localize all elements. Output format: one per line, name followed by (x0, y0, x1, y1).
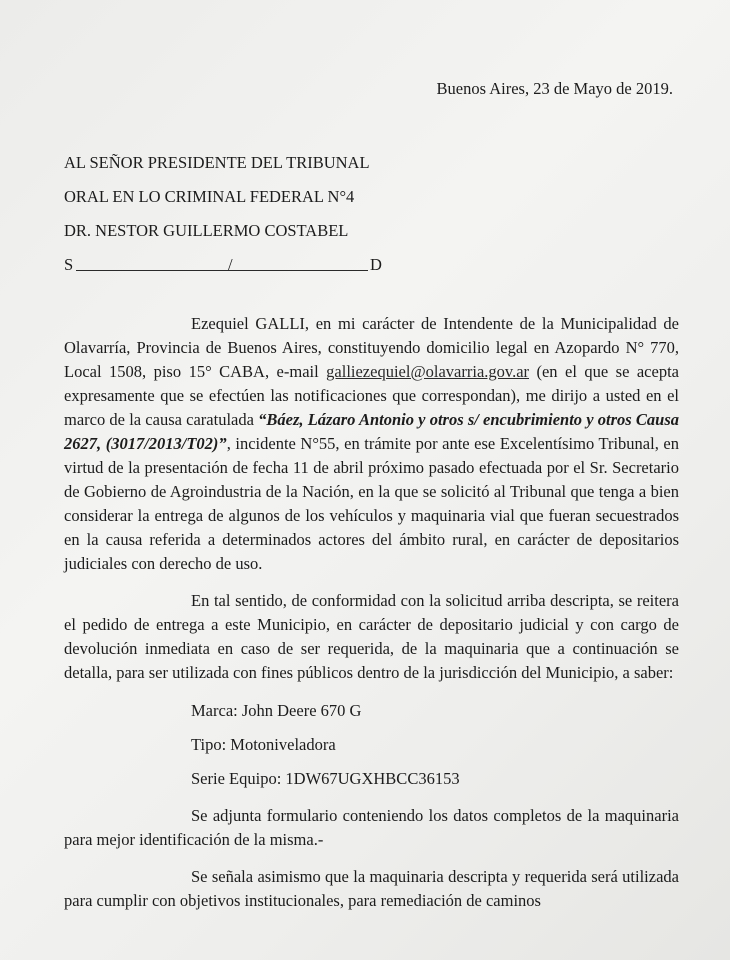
letter-body (64, 312, 679, 913)
s-letter: S (64, 255, 74, 274)
paragraph-1 (64, 312, 679, 576)
addressee-line-2: ORAL EN LO CRIMINAL FEDERAL N°4 (64, 187, 355, 206)
case-title: “Báez, Lázaro Antonio y otros s/ encubrimiento y otros Causa 2627, (3017/2013/T02)” (64, 410, 679, 453)
addressee-line-3: DR. NESTOR GUILLERMO COSTABEL (64, 221, 349, 240)
paragraph-1-part-c: , incidente N°55, en trámite por ante ese Excelentísimo Tribunal, en virtud de la presentación de fecha 11 de abril próximo pasado efectuada por el Sr. Secretario de Gobierno de Agroindustria de la Nación, en la que se solicitó al Tribunal que tenga a bien considerar la entrega de algunos de los vehículos y maquinaria vial que fueran secuestrados en la causa referida a determinados actores del ámbito rural, en carácter de depositarios judiciales con derecho de uso. (64, 434, 679, 573)
sd-slash: / (228, 255, 233, 274)
machinery-brand: Marca: John Deere 670 G (191, 701, 362, 720)
addressee-line-1: AL SEÑOR PRESIDENTE DEL TRIBUNAL (64, 153, 370, 172)
paragraph-3: Se adjunta formulario conteniendo los datos completos de la maquinaria para mejor identificación de la misma.- (64, 806, 679, 849)
letter-date: Buenos Aires, 23 de Mayo de 2019. (436, 79, 673, 98)
d-letter: D (370, 255, 382, 274)
machinery-serial: Serie Equipo: 1DW67UGXHBCC36153 (191, 769, 460, 788)
paragraph-1-part-a: Ezequiel GALLI, en mi carácter de Intendente de la Municipalidad de Olavarría, Provincia de Buenos Aires, constituyendo domicilio legal en Azopardo N° 770, Local 1508, piso 15° CABA, e-mail (64, 314, 679, 381)
sd-underline (76, 270, 368, 271)
machinery-type: Tipo: Motoniveladora (191, 735, 336, 754)
email-link[interactable]: galliezequiel@olavarria.gov.ar (326, 362, 530, 381)
paragraph-1-part-b: (en el que se acepta expresamente que se efectúen las notificaciones que correspondan), me dirijo a usted en el marco de la causa caratulada (64, 362, 679, 429)
sd-line (64, 248, 394, 282)
addressee-block (64, 146, 394, 282)
paragraph-4: Se señala asimismo que la maquinaria descripta y requerida será utilizada para cumplir con objetivos institucionales, para remediación de caminos (64, 867, 679, 910)
paragraph-2: En tal sentido, de conformidad con la solicitud arriba descripta, se reitera el pedido de entrega a este Municipio, en carácter de depositario judicial y con cargo de devolución inmediata en caso de ser requerida, de la maquinaria que a continuación se detalla, para ser utilizada con fines públicos dentro de la jurisdicción del Municipio, a saber: (64, 591, 679, 682)
